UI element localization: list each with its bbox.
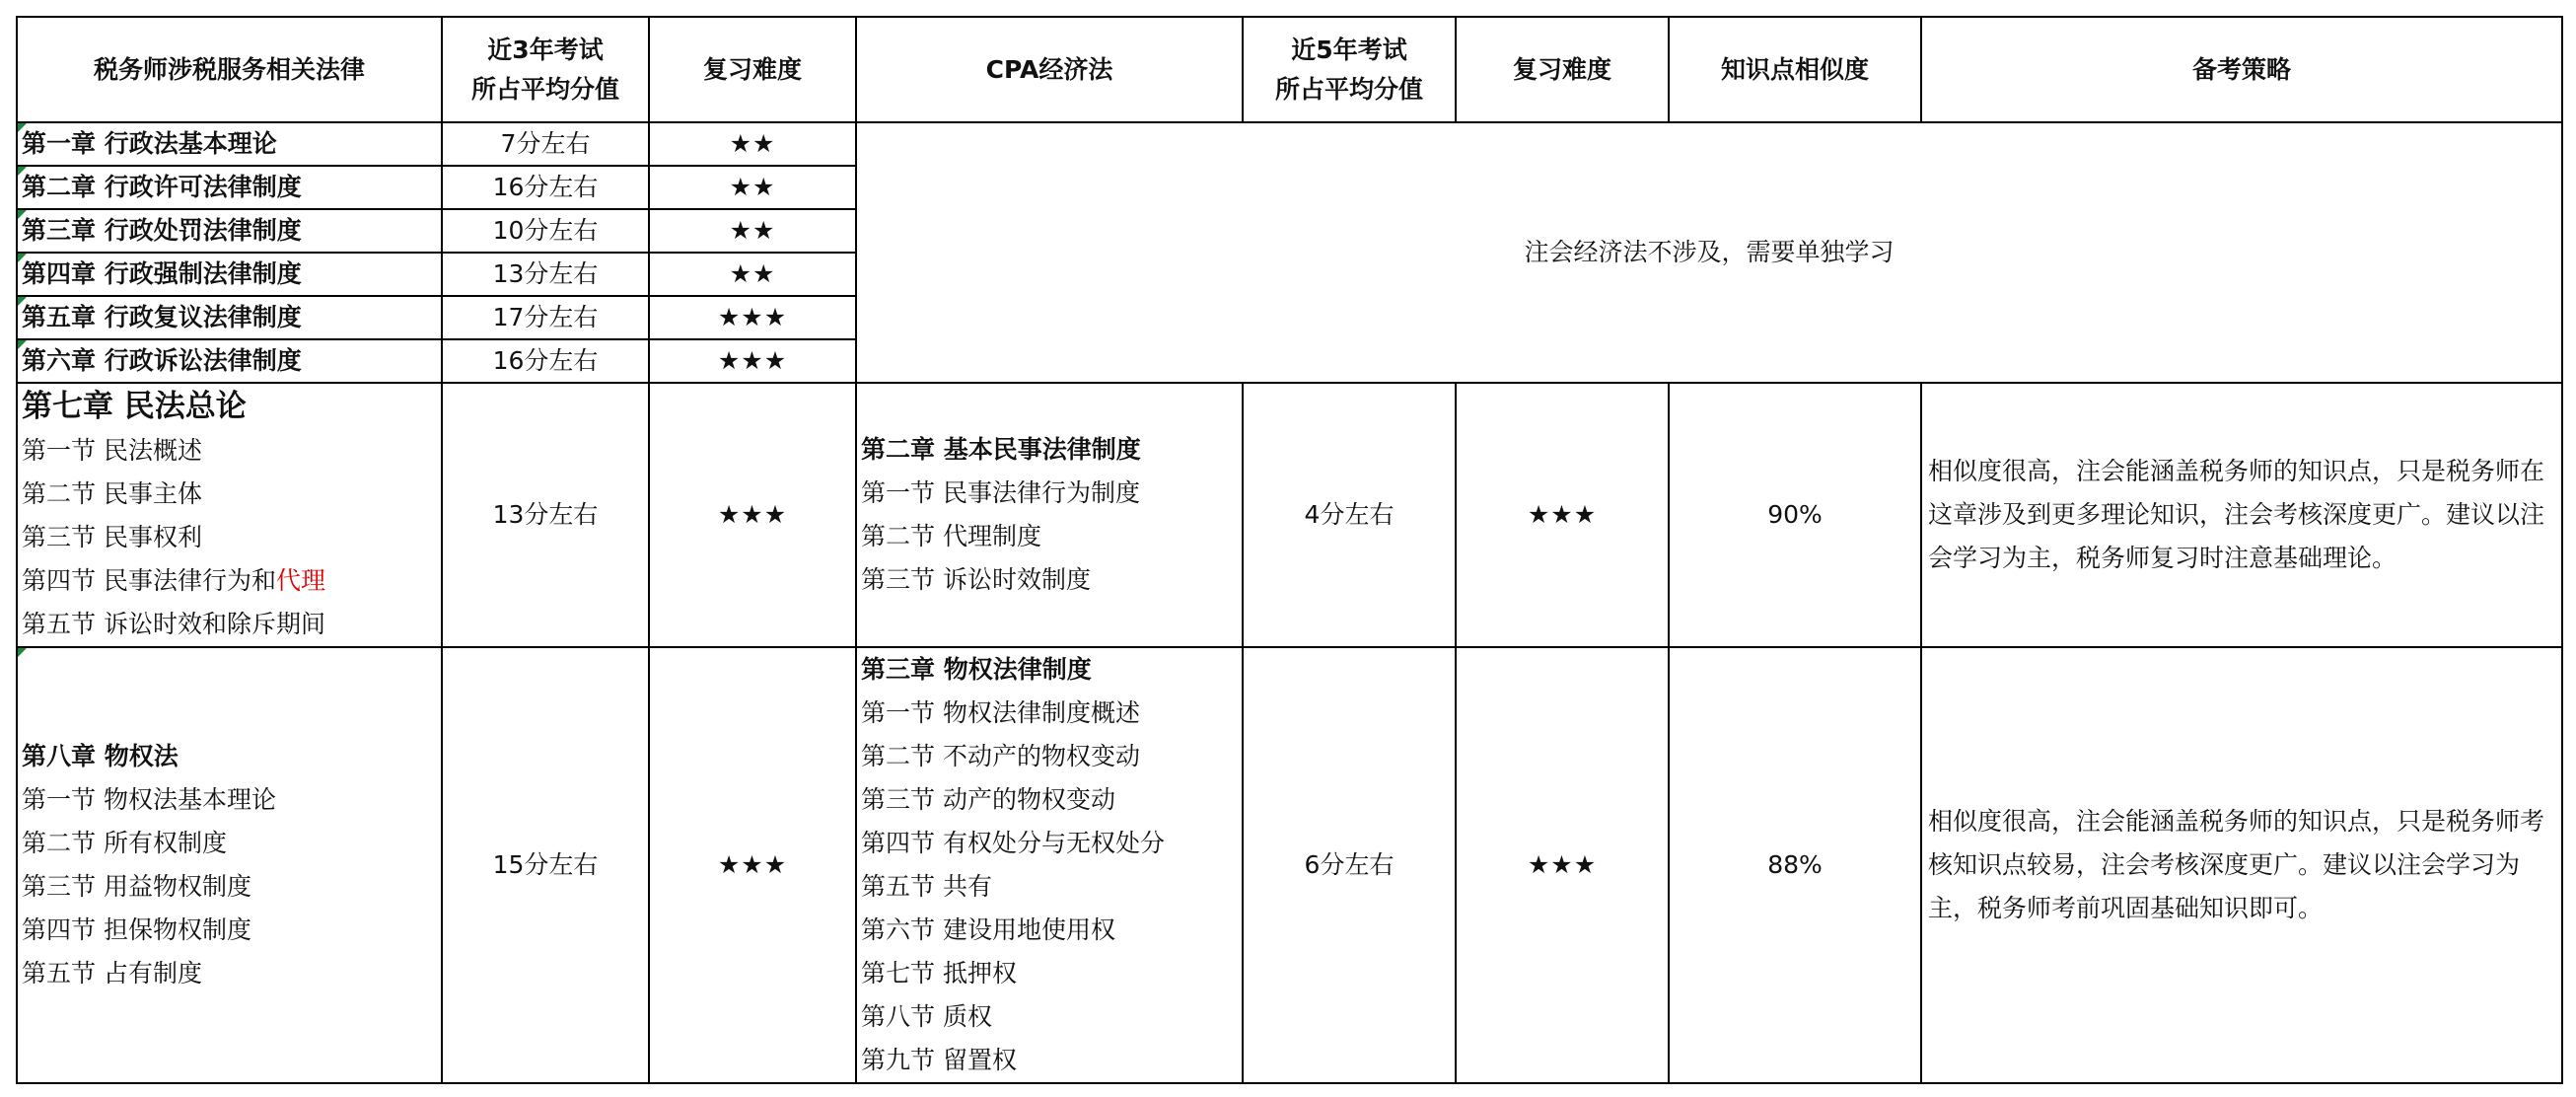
header-row	[17, 17, 2562, 122]
chapter-difficulty: ★★	[649, 253, 856, 296]
header-cpa-difficulty: 复习难度	[1456, 17, 1669, 122]
chapter-score: 16分左右	[442, 339, 649, 383]
ch8-cpa-section: 第六节 建设用地使用权	[861, 915, 1115, 944]
chapter-title: 第三章 行政处罚法律制度	[17, 209, 442, 253]
ch7-cpa-section: 第一节 民事法律行为制度	[861, 478, 1140, 507]
ch8-cpa-section: 第五节 共有	[861, 872, 992, 901]
chapter-score: 13分左右	[442, 253, 649, 296]
chapter-difficulty: ★★★	[649, 339, 856, 383]
ch7-title: 第七章 民法总论	[22, 389, 247, 424]
header-tax-law: 税务师涉税服务相关法律	[17, 17, 442, 122]
ch8-cpa-score: 6分左右	[1243, 647, 1456, 1083]
ch8-difficulty: ★★★	[649, 647, 856, 1083]
ch8-cpa-section: 第三节 动产的物权变动	[861, 785, 1115, 814]
header-tax-score: 近3年考试 所占平均分值	[442, 17, 649, 122]
ch8-cpa-section: 第八节 质权	[861, 1002, 992, 1031]
ch8-cpa-section: 第七节 抵押权	[861, 959, 1017, 987]
comparison-sheet	[16, 16, 2563, 1084]
ch8-similarity: 88%	[1669, 647, 1921, 1083]
ch8-section: 第五节 占有制度	[22, 959, 202, 987]
chapter-score: 16分左右	[442, 166, 649, 209]
chapter-difficulty: ★★	[649, 122, 856, 166]
table-row	[17, 122, 2562, 166]
cpa-not-covered-note: 注会经济法不涉及，需要单独学习	[856, 122, 2562, 383]
ch8-cpa-section: 第一节 物权法律制度概述	[861, 698, 1140, 727]
chapter-title: 第二章 行政许可法律制度	[17, 166, 442, 209]
chapter-difficulty: ★★	[649, 209, 856, 253]
ch7-similarity: 90%	[1669, 383, 1921, 647]
chapter-title: 第六章 行政诉讼法律制度	[17, 339, 442, 383]
ch7-difficulty: ★★★	[649, 383, 856, 647]
chapter-title: 第五章 行政复议法律制度	[17, 296, 442, 339]
chapter-difficulty: ★★★	[649, 296, 856, 339]
ch7-section: 第三节 民事权利	[22, 523, 202, 551]
ch7-cpa-section: 第二节 代理制度	[861, 522, 1041, 550]
ch8-section: 第三节 用益物权制度	[22, 872, 251, 901]
ch7-section-4: 第四节 民事法律行为和代理	[22, 566, 325, 595]
chapter-score: 17分左右	[442, 296, 649, 339]
ch8-title: 第八章 物权法	[22, 742, 179, 770]
ch7-cpa-difficulty: ★★★	[1456, 383, 1669, 647]
ch8-cpa-section: 第九节 留置权	[861, 1046, 1017, 1074]
header-cpa-law: CPA经济法	[856, 17, 1243, 122]
chapter-title: 第一章 行政法基本理论	[17, 122, 442, 166]
ch7-tax-content	[17, 383, 442, 647]
ch7-cpa-score: 4分左右	[1243, 383, 1456, 647]
table-row	[17, 383, 2562, 647]
header-strategy: 备考策略	[1921, 17, 2562, 122]
ch7-cpa-content	[856, 383, 1243, 647]
ch7-cpa-title: 第二章 基本民事法律制度	[861, 435, 1141, 464]
ch7-section: 第五节 诉讼时效和除斥期间	[22, 610, 325, 638]
chapter-title: 第四章 行政强制法律制度	[17, 253, 442, 296]
ch8-tax-content	[17, 647, 442, 1083]
ch8-cpa-section: 第四节 有权处分与无权处分	[861, 829, 1165, 857]
ch7-cpa-section: 第三节 诉讼时效制度	[861, 565, 1091, 594]
table-row	[17, 647, 2562, 1083]
header-tax-difficulty: 复习难度	[649, 17, 856, 122]
chapter-difficulty: ★★	[649, 166, 856, 209]
ch8-strategy: 相似度很高，注会能涵盖税务师的知识点，只是税务师考核知识点较易，注会考核深度更广。建议以注会学习为主，税务师考前巩固基础知识即可。	[1921, 647, 2562, 1083]
highlight-text: 代理	[275, 566, 325, 595]
comparison-table	[16, 16, 2563, 1084]
ch8-cpa-difficulty: ★★★	[1456, 647, 1669, 1083]
ch7-score: 13分左右	[442, 383, 649, 647]
ch8-section: 第一节 物权法基本理论	[22, 785, 276, 814]
chapter-score: 7分左右	[442, 122, 649, 166]
header-similarity: 知识点相似度	[1669, 17, 1921, 122]
ch8-cpa-title: 第三章 物权法律制度	[861, 655, 1092, 684]
chapter-score: 10分左右	[442, 209, 649, 253]
ch8-cpa-content	[856, 647, 1243, 1083]
ch7-section: 第二节 民事主体	[22, 479, 202, 508]
ch8-section: 第四节 担保物权制度	[22, 915, 251, 944]
ch7-section: 第一节 民法概述	[22, 436, 202, 465]
header-cpa-score: 近5年考试 所占平均分值	[1243, 17, 1456, 122]
ch8-score: 15分左右	[442, 647, 649, 1083]
ch8-cpa-section: 第二节 不动产的物权变动	[861, 742, 1140, 770]
ch8-section: 第二节 所有权制度	[22, 829, 227, 857]
ch7-strategy: 相似度很高，注会能涵盖税务师的知识点，只是税务师在这章涉及到更多理论知识，注会考核深度更广。建议以注会学习为主，税务师复习时注意基础理论。	[1921, 383, 2562, 647]
